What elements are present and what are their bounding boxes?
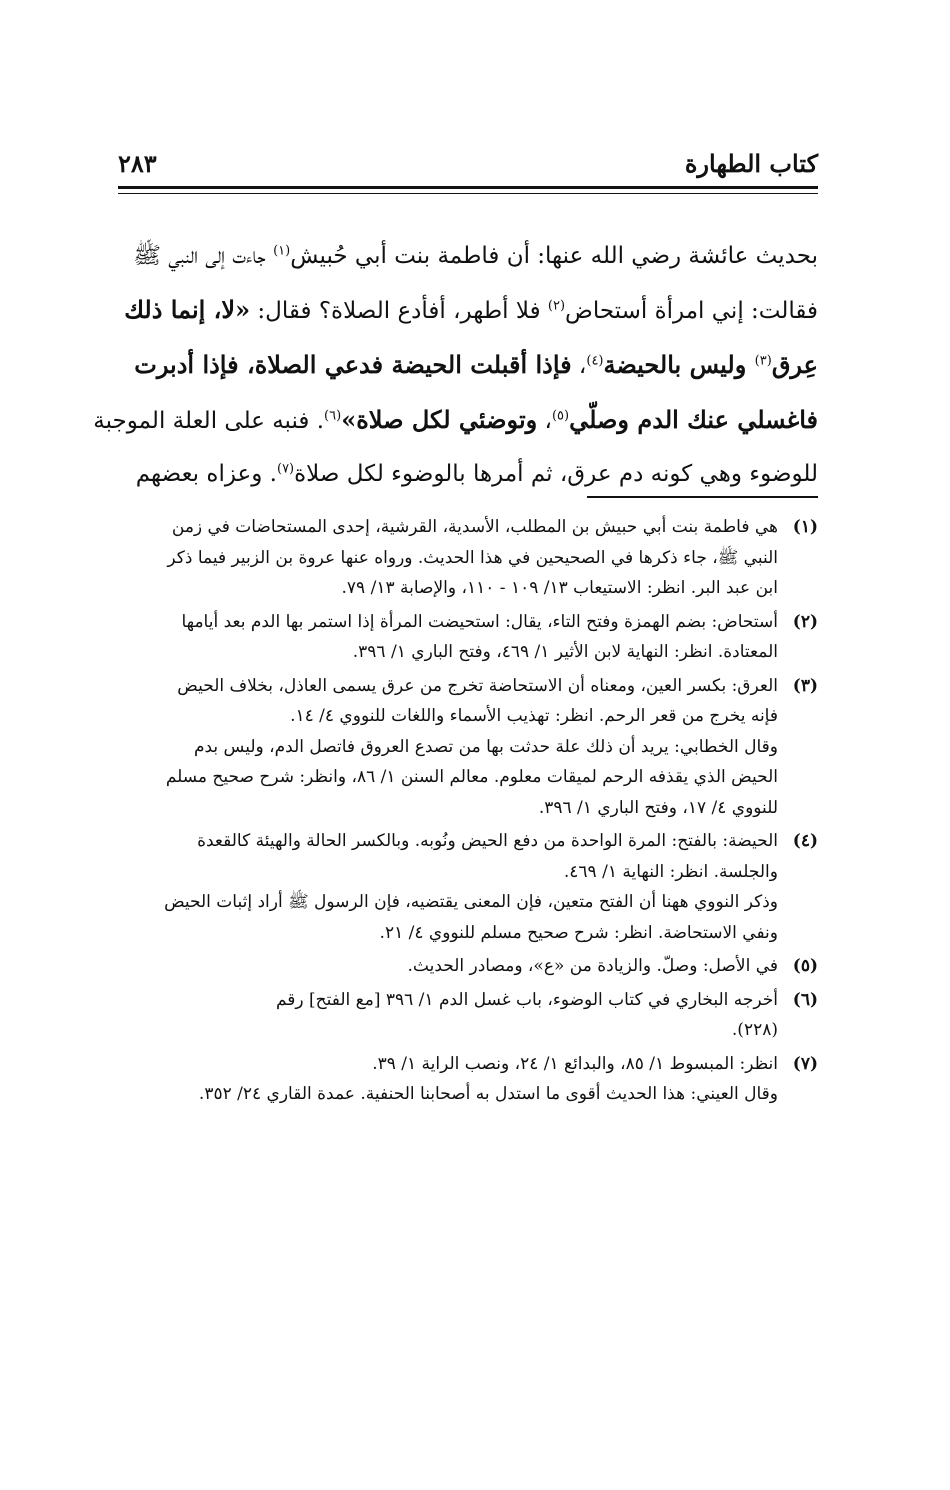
footnote-ref: (١) [273, 243, 291, 259]
text-run: فقالت: إني امرأة أستحاض [565, 298, 818, 324]
footnote-number: (١) [792, 517, 818, 537]
footnote-line: والجلسة. انظر: النهاية ١/ ٤٦٩. [563, 861, 778, 882]
footnote-ref: (٧) [276, 461, 295, 477]
footnote-number: (٧) [792, 1053, 818, 1074]
footnote-ref: (٢) [547, 298, 566, 314]
footnote [118, 671, 818, 824]
footnote-line: (٢٢٨). [731, 1020, 778, 1040]
footnote-line: أخرجه البخاري في كتاب الوضوء، باب غسل الدم ١/ ٣٩٦ [مع الفتح] رقم [275, 989, 778, 1010]
hadith-text: عِرق [771, 350, 818, 379]
main-text [93, 230, 818, 501]
footnote [118, 985, 818, 1046]
footnote [118, 607, 818, 668]
footnote-number: (٣) [792, 675, 818, 696]
main-text-line [118, 230, 818, 283]
footnote-number: (٢) [792, 611, 818, 632]
footnote-ref: (٣) [754, 353, 772, 369]
main-text-line [118, 283, 818, 338]
text-run: فلا أطهر، أفأدع الصلاة؟ فقال: [250, 298, 548, 324]
footnote-line: وذكر النووي ههنا أن الفتح متعين، فإن المعنى يقتضيه، فإن الرسول ﷺ أراد إثبات الحيض [164, 892, 778, 912]
header-rule-thick [118, 186, 818, 189]
footnote-line: في الأصل: وصلّ. والزيادة من «ع»، ومصادر الحديث. [407, 956, 778, 976]
footnote-line: وقال الخطابي: يريد أن ذلك علة حدثت بها من تصدع العروق فاتصل الدم، وليس بدم [193, 736, 778, 757]
header-rule-thin [118, 193, 818, 194]
footnote-number: (٦) [792, 989, 818, 1010]
footnote-separator [587, 496, 818, 498]
text-run: . فنبه على العلة الموجبة [93, 408, 325, 434]
footnote-ref: (٥) [551, 408, 570, 424]
footnote-line: ونفي الاستحاضة. انظر: شرح صحيح مسلم للنووي ٤/ ٢١. [379, 922, 778, 943]
footnote-line: هي فاطمة بنت أبي حبيش بن المطلب، الأسدية، القرشية، إحدى المستحاضات في زمن [171, 517, 778, 537]
text-run: ، [571, 353, 587, 379]
text-run: بحديث عائشة رضي الله عنها: أن فاطمة بنت أبي حُبيش [290, 243, 818, 269]
footnote-line: للنووي ٤/ ١٧، وفتح الباري ١/ ٣٩٦. [538, 797, 778, 818]
hadith-text: وليس بالحيضة [603, 350, 755, 379]
text-run: جاءت إلى النبي ﷺ [133, 243, 274, 269]
footnote-line: الحيض الذي يقذفه الرحم لميقات معلوم. معالم السنن ١/ ٨٦، وانظر: شرح صحيح مسلم [165, 767, 778, 787]
footnote-number: (٤) [792, 831, 818, 851]
footnote [118, 512, 818, 604]
footnote-line: أستحاض: بضم الهمزة وفتح التاء، يقال: استحيضت المرأة إذا استمر بها الدم بعد أيامها [181, 611, 778, 632]
text-run: . وعزاه بعضهم [135, 461, 277, 487]
main-text-line [93, 393, 818, 448]
footnotes [118, 512, 818, 1113]
footnote-line: العرق: بكسر العين، ومعناه أن الاستحاضة تخرج من عرق يسمى العاذل، بخلاف الحيض [177, 675, 778, 696]
footnote [118, 826, 818, 948]
main-text-line [118, 448, 818, 501]
running-header [118, 145, 818, 185]
footnote-line: النبي ﷺ، جاء ذكرها في الصحيحين في هذا الحديث. ورواه عنها عروة بن الزبير فيما ذكر [167, 547, 778, 568]
hadith-text: «لا، إنما ذلك [124, 295, 251, 324]
footnote-line: انظر: المبسوط ١/ ٨٥، والبدائع ١/ ٢٤، ونصب الراية ١/ ٣٩. [372, 1053, 778, 1074]
footnote-line: وقال العيني: هذا الحديث أقوى ما استدل به أصحابنا الحنفية. عمدة القاري ٢٤/ ٣٥٢. [198, 1084, 778, 1104]
text-run: للوضوء وهي كونه دم عرق، ثم أمرها بالوضوء لكل صلاة [294, 461, 818, 487]
footnote-line: فإنه يخرج من قعر الرحم. انظر: تهذيب الأسماء واللغات للنووي ٤/ ١٤. [290, 706, 778, 726]
main-text-line [118, 338, 818, 393]
footnote-line: ابن عبد البر. انظر: الاستيعاب ١٣/ ١٠٩ - ١١٠، والإصابة ١٣/ ٧٩. [341, 578, 778, 598]
footnote-line: الحيضة: بالفتح: المرة الواحدة من دفع الحيض ونُوبه. وبالكسر الحالة والهيئة كالقعدة [197, 831, 778, 851]
footnote-number: (٥) [792, 956, 818, 976]
hadith-text: فإذا أقبلت الحيضة فدعي الصلاة، فإذا أدبرت [134, 350, 572, 379]
chapter-title: كتاب الطهارة [684, 149, 818, 178]
hadith-text: فاغسلي عنك الدم وصلّي [569, 405, 818, 434]
footnote [118, 951, 818, 982]
footnote-ref: (٦) [324, 408, 342, 424]
hadith-text: وتوضئي لكل صلاة» [341, 405, 538, 434]
text-run: ، [537, 408, 552, 434]
page-number: ٢٨٣ [118, 149, 157, 178]
footnote [118, 1049, 818, 1110]
footnote-ref: (٤) [586, 353, 604, 369]
footnote-line: المعتادة. انظر: النهاية لابن الأثير ١/ ٤٦٩، وفتح الباري ١/ ٣٩٦. [352, 642, 778, 662]
